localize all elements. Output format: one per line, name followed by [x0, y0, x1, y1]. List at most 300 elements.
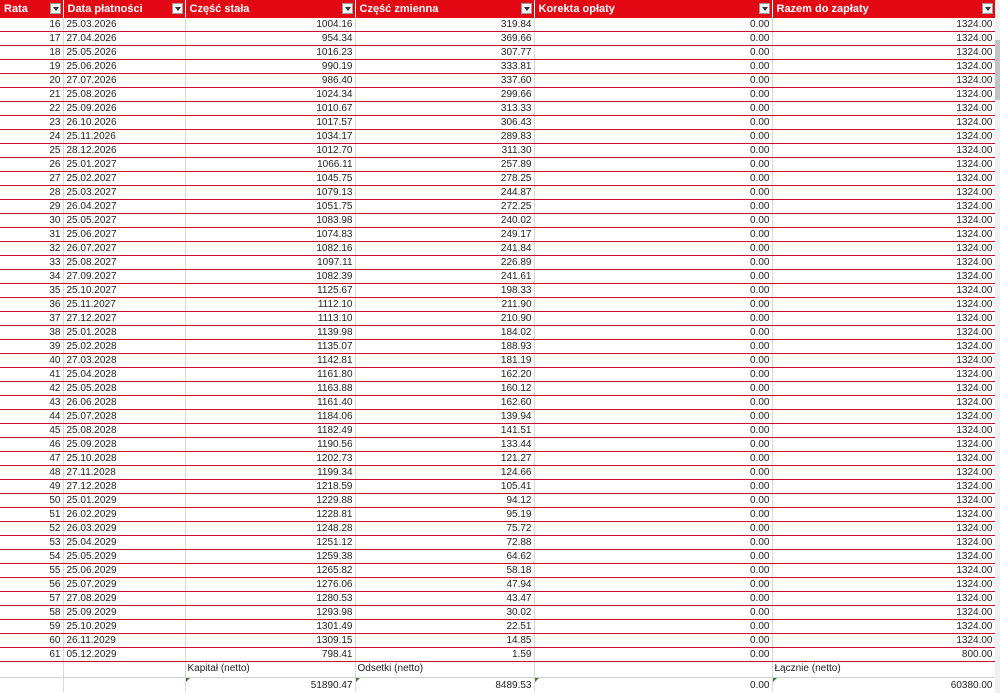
- cell-rata[interactable]: 22: [0, 102, 63, 116]
- cell-date[interactable]: 25.11.2026: [63, 130, 185, 144]
- cell-variable-part[interactable]: 105.41: [355, 480, 534, 494]
- cell-fee-correction[interactable]: 0.00: [534, 312, 772, 326]
- cell-rata[interactable]: 38: [0, 326, 63, 340]
- cell-fixed-part[interactable]: 1184.06: [185, 410, 355, 424]
- cell-total-due[interactable]: 1324.00: [772, 298, 995, 312]
- cell-variable-part[interactable]: 162.20: [355, 368, 534, 382]
- cell-fee-correction[interactable]: 0.00: [534, 522, 772, 536]
- cell-total-due[interactable]: 1324.00: [772, 130, 995, 144]
- cell-rata[interactable]: 61: [0, 648, 63, 662]
- cell-date[interactable]: 25.01.2027: [63, 158, 185, 172]
- cell-date[interactable]: 25.06.2027: [63, 228, 185, 242]
- cell-variable-part[interactable]: 22.51: [355, 620, 534, 634]
- cell-fee-correction[interactable]: 0.00: [534, 396, 772, 410]
- cell-fee-correction[interactable]: 0.00: [534, 452, 772, 466]
- cell-fee-correction[interactable]: 0.00: [534, 648, 772, 662]
- cell-date[interactable]: 26.04.2027: [63, 200, 185, 214]
- cell-variable-part[interactable]: 241.84: [355, 242, 534, 256]
- cell-rata[interactable]: 17: [0, 32, 63, 46]
- cell-rata[interactable]: 53: [0, 536, 63, 550]
- cell-total-due[interactable]: 1324.00: [772, 410, 995, 424]
- cell-rata[interactable]: 18: [0, 46, 63, 60]
- cell-fixed-part[interactable]: 1079.13: [185, 186, 355, 200]
- cell-rata[interactable]: 40: [0, 354, 63, 368]
- grand-total[interactable]: 60380.00: [772, 678, 995, 693]
- cell-rata[interactable]: 19: [0, 60, 63, 74]
- cell-fixed-part[interactable]: 1161.40: [185, 396, 355, 410]
- cell-rata[interactable]: 35: [0, 284, 63, 298]
- filter-dropdown-icon[interactable]: [759, 3, 770, 14]
- cell-fixed-part[interactable]: 954.34: [185, 32, 355, 46]
- cell-total-due[interactable]: 1324.00: [772, 634, 995, 648]
- cell-fixed-part[interactable]: 990.19: [185, 60, 355, 74]
- cell-variable-part[interactable]: 337.60: [355, 74, 534, 88]
- cell-total-due[interactable]: 1324.00: [772, 620, 995, 634]
- cell-rata[interactable]: 24: [0, 130, 63, 144]
- cell-total-due[interactable]: 1324.00: [772, 340, 995, 354]
- cell-fixed-part[interactable]: 1066.11: [185, 158, 355, 172]
- cell-fee-correction[interactable]: 0.00: [534, 130, 772, 144]
- cell-fixed-part[interactable]: 1190.56: [185, 438, 355, 452]
- cell-date[interactable]: 25.06.2026: [63, 60, 185, 74]
- cell-fee-correction[interactable]: 0.00: [534, 200, 772, 214]
- cell-date[interactable]: 26.03.2029: [63, 522, 185, 536]
- cell-variable-part[interactable]: 72.88: [355, 536, 534, 550]
- cell-date[interactable]: 25.03.2027: [63, 186, 185, 200]
- cell-total-due[interactable]: 1324.00: [772, 88, 995, 102]
- cell-variable-part[interactable]: 307.77: [355, 46, 534, 60]
- cell-fee-correction[interactable]: 0.00: [534, 74, 772, 88]
- empty-cell[interactable]: [63, 662, 185, 678]
- cell-total-due[interactable]: 1324.00: [772, 564, 995, 578]
- cell-fee-correction[interactable]: 0.00: [534, 186, 772, 200]
- cell-rata[interactable]: 33: [0, 256, 63, 270]
- cell-fixed-part[interactable]: 1248.28: [185, 522, 355, 536]
- cell-total-due[interactable]: 1324.00: [772, 158, 995, 172]
- vertical-scrollbar[interactable]: [995, 0, 1000, 693]
- cell-fee-correction[interactable]: 0.00: [534, 18, 772, 32]
- cell-fixed-part[interactable]: 1045.75: [185, 172, 355, 186]
- cell-date[interactable]: 25.02.2027: [63, 172, 185, 186]
- filter-dropdown-icon[interactable]: [50, 3, 61, 14]
- cell-fixed-part[interactable]: 1182.49: [185, 424, 355, 438]
- cell-total-due[interactable]: 1324.00: [772, 186, 995, 200]
- cell-fixed-part[interactable]: 1034.17: [185, 130, 355, 144]
- cell-fixed-part[interactable]: 1083.98: [185, 214, 355, 228]
- cell-date[interactable]: 25.03.2026: [63, 18, 185, 32]
- cell-fixed-part[interactable]: 1125.67: [185, 284, 355, 298]
- cell-fixed-part[interactable]: 798.41: [185, 648, 355, 662]
- cell-rata[interactable]: 50: [0, 494, 63, 508]
- cell-fixed-part[interactable]: 1024.34: [185, 88, 355, 102]
- cell-fixed-part[interactable]: 1097.11: [185, 256, 355, 270]
- interest-label[interactable]: Odsetki (netto): [355, 662, 534, 678]
- cell-fixed-part[interactable]: 1229.88: [185, 494, 355, 508]
- cell-total-due[interactable]: 1324.00: [772, 438, 995, 452]
- cell-date[interactable]: 26.07.2027: [63, 242, 185, 256]
- cell-variable-part[interactable]: 14.85: [355, 634, 534, 648]
- cell-variable-part[interactable]: 210.90: [355, 312, 534, 326]
- cell-fixed-part[interactable]: 1251.12: [185, 536, 355, 550]
- cell-fee-correction[interactable]: 0.00: [534, 340, 772, 354]
- cell-rata[interactable]: 34: [0, 270, 63, 284]
- cell-total-due[interactable]: 1324.00: [772, 550, 995, 564]
- cell-variable-part[interactable]: 184.02: [355, 326, 534, 340]
- cell-variable-part[interactable]: 47.94: [355, 578, 534, 592]
- cell-total-due[interactable]: 1324.00: [772, 102, 995, 116]
- cell-variable-part[interactable]: 162.60: [355, 396, 534, 410]
- cell-variable-part[interactable]: 121.27: [355, 452, 534, 466]
- interest-total[interactable]: 8489.53: [355, 678, 534, 693]
- cell-fixed-part[interactable]: 1259.38: [185, 550, 355, 564]
- cell-variable-part[interactable]: 306.43: [355, 116, 534, 130]
- cell-fee-correction[interactable]: 0.00: [534, 60, 772, 74]
- cell-variable-part[interactable]: 75.72: [355, 522, 534, 536]
- cell-fee-correction[interactable]: 0.00: [534, 256, 772, 270]
- cell-rata[interactable]: 27: [0, 172, 63, 186]
- cell-fee-correction[interactable]: 0.00: [534, 536, 772, 550]
- cell-variable-part[interactable]: 1.59: [355, 648, 534, 662]
- cell-rata[interactable]: 41: [0, 368, 63, 382]
- cell-fixed-part[interactable]: 1142.81: [185, 354, 355, 368]
- cell-date[interactable]: 26.06.2028: [63, 396, 185, 410]
- cell-total-due[interactable]: 1324.00: [772, 452, 995, 466]
- empty-cell[interactable]: [0, 678, 63, 693]
- cell-total-due[interactable]: 1324.00: [772, 382, 995, 396]
- cell-fixed-part[interactable]: 1082.39: [185, 270, 355, 284]
- cell-fee-correction[interactable]: 0.00: [534, 144, 772, 158]
- cell-total-due[interactable]: 1324.00: [772, 424, 995, 438]
- cell-date[interactable]: 25.02.2028: [63, 340, 185, 354]
- cell-fixed-part[interactable]: 1163.88: [185, 382, 355, 396]
- cell-date[interactable]: 25.07.2028: [63, 410, 185, 424]
- cell-rata[interactable]: 39: [0, 340, 63, 354]
- cell-date[interactable]: 25.06.2029: [63, 564, 185, 578]
- empty-cell[interactable]: [63, 678, 185, 693]
- cell-rata[interactable]: 59: [0, 620, 63, 634]
- cell-variable-part[interactable]: 94.12: [355, 494, 534, 508]
- cell-fee-correction[interactable]: 0.00: [534, 424, 772, 438]
- cell-total-due[interactable]: 1324.00: [772, 536, 995, 550]
- cell-variable-part[interactable]: 333.81: [355, 60, 534, 74]
- cell-variable-part[interactable]: 244.87: [355, 186, 534, 200]
- cell-rata[interactable]: 47: [0, 452, 63, 466]
- cell-total-due[interactable]: 1324.00: [772, 508, 995, 522]
- cell-total-due[interactable]: 1324.00: [772, 270, 995, 284]
- cell-total-due[interactable]: 1324.00: [772, 522, 995, 536]
- cell-date[interactable]: 25.08.2028: [63, 424, 185, 438]
- cell-fee-correction[interactable]: 0.00: [534, 228, 772, 242]
- cell-fee-correction[interactable]: 0.00: [534, 620, 772, 634]
- cell-variable-part[interactable]: 160.12: [355, 382, 534, 396]
- cell-fixed-part[interactable]: 1017.57: [185, 116, 355, 130]
- cell-rata[interactable]: 56: [0, 578, 63, 592]
- cell-fee-correction[interactable]: 0.00: [534, 466, 772, 480]
- cell-date[interactable]: 25.05.2028: [63, 382, 185, 396]
- cell-variable-part[interactable]: 226.89: [355, 256, 534, 270]
- cell-total-due[interactable]: 1324.00: [772, 242, 995, 256]
- cell-fee-correction[interactable]: 0.00: [534, 564, 772, 578]
- cell-date[interactable]: 27.11.2028: [63, 466, 185, 480]
- cell-fee-correction[interactable]: 0.00: [534, 158, 772, 172]
- cell-rata[interactable]: 30: [0, 214, 63, 228]
- cell-total-due[interactable]: 1324.00: [772, 60, 995, 74]
- cell-fixed-part[interactable]: 1012.70: [185, 144, 355, 158]
- cell-rata[interactable]: 37: [0, 312, 63, 326]
- cell-date[interactable]: 27.08.2029: [63, 592, 185, 606]
- cell-fixed-part[interactable]: 1293.98: [185, 606, 355, 620]
- cell-variable-part[interactable]: 181.19: [355, 354, 534, 368]
- cell-date[interactable]: 27.09.2027: [63, 270, 185, 284]
- cell-rata[interactable]: 23: [0, 116, 63, 130]
- cell-rata[interactable]: 28: [0, 186, 63, 200]
- cell-rata[interactable]: 45: [0, 424, 63, 438]
- cell-fixed-part[interactable]: 1202.73: [185, 452, 355, 466]
- cell-rata[interactable]: 25: [0, 144, 63, 158]
- table-row: [0, 592, 995, 606]
- cell-date[interactable]: 25.10.2028: [63, 452, 185, 466]
- cell-fixed-part[interactable]: 1161.80: [185, 368, 355, 382]
- cell-date[interactable]: 25.09.2028: [63, 438, 185, 452]
- cell-fee-correction[interactable]: 0.00: [534, 382, 772, 396]
- cell-total-due[interactable]: 1324.00: [772, 256, 995, 270]
- cell-total-due[interactable]: 1324.00: [772, 144, 995, 158]
- cell-fixed-part[interactable]: 1139.98: [185, 326, 355, 340]
- cell-total-due[interactable]: 1324.00: [772, 214, 995, 228]
- cell-variable-part[interactable]: 299.66: [355, 88, 534, 102]
- cell-rata[interactable]: 21: [0, 88, 63, 102]
- cell-variable-part[interactable]: 278.25: [355, 172, 534, 186]
- cell-rata[interactable]: 60: [0, 634, 63, 648]
- cell-variable-part[interactable]: 211.90: [355, 298, 534, 312]
- cell-fixed-part[interactable]: 1051.75: [185, 200, 355, 214]
- cell-date[interactable]: 27.12.2028: [63, 480, 185, 494]
- cell-fee-correction[interactable]: 0.00: [534, 438, 772, 452]
- cell-variable-part[interactable]: 139.94: [355, 410, 534, 424]
- cell-date[interactable]: 27.12.2027: [63, 312, 185, 326]
- cell-fee-correction[interactable]: 0.00: [534, 326, 772, 340]
- cell-rata[interactable]: 49: [0, 480, 63, 494]
- cell-fixed-part[interactable]: 1074.83: [185, 228, 355, 242]
- cell-variable-part[interactable]: 240.02: [355, 214, 534, 228]
- cell-rata[interactable]: 44: [0, 410, 63, 424]
- cell-variable-part[interactable]: 64.62: [355, 550, 534, 564]
- cell-fee-correction[interactable]: 0.00: [534, 606, 772, 620]
- cell-fee-correction[interactable]: 0.00: [534, 410, 772, 424]
- cell-total-due[interactable]: 1324.00: [772, 312, 995, 326]
- cell-total-due[interactable]: 1324.00: [772, 606, 995, 620]
- cell-total-due[interactable]: 1324.00: [772, 494, 995, 508]
- cell-fee-correction[interactable]: 0.00: [534, 634, 772, 648]
- cell-date[interactable]: 25.10.2027: [63, 284, 185, 298]
- cell-date[interactable]: 27.07.2026: [63, 74, 185, 88]
- cell-date[interactable]: 25.04.2029: [63, 536, 185, 550]
- cell-date[interactable]: 25.05.2026: [63, 46, 185, 60]
- cell-rata[interactable]: 20: [0, 74, 63, 88]
- cell-fixed-part[interactable]: 1010.67: [185, 102, 355, 116]
- filter-dropdown-icon[interactable]: [342, 3, 353, 14]
- cell-total-due[interactable]: 1324.00: [772, 74, 995, 88]
- cell-rata[interactable]: 58: [0, 606, 63, 620]
- cell-fee-correction[interactable]: 0.00: [534, 480, 772, 494]
- cell-date[interactable]: 25.09.2026: [63, 102, 185, 116]
- cell-variable-part[interactable]: 188.93: [355, 340, 534, 354]
- cell-variable-part[interactable]: 30.02: [355, 606, 534, 620]
- cell-variable-part[interactable]: 313.33: [355, 102, 534, 116]
- correction-total[interactable]: 0.00: [534, 678, 772, 693]
- cell-rata[interactable]: 31: [0, 228, 63, 242]
- cell-total-due[interactable]: 1324.00: [772, 200, 995, 214]
- cell-rata[interactable]: 57: [0, 592, 63, 606]
- cell-date[interactable]: 25.01.2029: [63, 494, 185, 508]
- cell-rata[interactable]: 29: [0, 200, 63, 214]
- cell-fee-correction[interactable]: 0.00: [534, 508, 772, 522]
- cell-date[interactable]: 25.09.2029: [63, 606, 185, 620]
- cell-fee-correction[interactable]: 0.00: [534, 116, 772, 130]
- cell-fee-correction[interactable]: 0.00: [534, 284, 772, 298]
- cell-variable-part[interactable]: 124.66: [355, 466, 534, 480]
- cell-fixed-part[interactable]: 1218.59: [185, 480, 355, 494]
- cell-variable-part[interactable]: 249.17: [355, 228, 534, 242]
- cell-fixed-part[interactable]: 1199.34: [185, 466, 355, 480]
- empty-cell[interactable]: [0, 662, 63, 678]
- cell-fee-correction[interactable]: 0.00: [534, 368, 772, 382]
- cell-date[interactable]: 28.12.2026: [63, 144, 185, 158]
- cell-rata[interactable]: 26: [0, 158, 63, 172]
- cell-total-due[interactable]: 1324.00: [772, 18, 995, 32]
- cell-variable-part[interactable]: 311.30: [355, 144, 534, 158]
- cell-rata[interactable]: 42: [0, 382, 63, 396]
- cell-variable-part[interactable]: 141.51: [355, 424, 534, 438]
- cell-variable-part[interactable]: 241.61: [355, 270, 534, 284]
- header-rata: Rata: [0, 0, 63, 18]
- cell-date[interactable]: 25.04.2028: [63, 368, 185, 382]
- cell-variable-part[interactable]: 58.18: [355, 564, 534, 578]
- cell-rata[interactable]: 46: [0, 438, 63, 452]
- cell-rata[interactable]: 54: [0, 550, 63, 564]
- cell-fixed-part[interactable]: 1016.23: [185, 46, 355, 60]
- cell-fixed-part[interactable]: 1113.10: [185, 312, 355, 326]
- cell-fixed-part[interactable]: 1112.10: [185, 298, 355, 312]
- cell-variable-part[interactable]: 95.19: [355, 508, 534, 522]
- cell-fee-correction[interactable]: 0.00: [534, 214, 772, 228]
- cell-fee-correction[interactable]: 0.00: [534, 494, 772, 508]
- filter-dropdown-icon[interactable]: [172, 3, 183, 14]
- cell-variable-part[interactable]: 257.89: [355, 158, 534, 172]
- cell-fee-correction[interactable]: 0.00: [534, 354, 772, 368]
- cell-rata[interactable]: 16: [0, 18, 63, 32]
- cell-date[interactable]: 26.02.2029: [63, 508, 185, 522]
- cell-total-due[interactable]: 1324.00: [772, 228, 995, 242]
- cell-fixed-part[interactable]: 1276.06: [185, 578, 355, 592]
- cell-date[interactable]: 27.04.2026: [63, 32, 185, 46]
- cell-date[interactable]: 25.11.2027: [63, 298, 185, 312]
- cell-fee-correction[interactable]: 0.00: [534, 102, 772, 116]
- filter-dropdown-icon[interactable]: [521, 3, 532, 14]
- table-row: [0, 18, 995, 32]
- cell-rata[interactable]: 55: [0, 564, 63, 578]
- cell-date[interactable]: 25.08.2027: [63, 256, 185, 270]
- cell-date[interactable]: 26.11.2029: [63, 634, 185, 648]
- table-row: [0, 74, 995, 88]
- cell-fee-correction[interactable]: 0.00: [534, 578, 772, 592]
- cell-fee-correction[interactable]: 0.00: [534, 270, 772, 284]
- cell-date[interactable]: 25.10.2029: [63, 620, 185, 634]
- cell-date[interactable]: 25.05.2027: [63, 214, 185, 228]
- cell-fee-correction[interactable]: 0.00: [534, 46, 772, 60]
- cell-variable-part[interactable]: 289.83: [355, 130, 534, 144]
- cell-rata[interactable]: 51: [0, 508, 63, 522]
- cell-fixed-part[interactable]: 1301.49: [185, 620, 355, 634]
- cell-fee-correction[interactable]: 0.00: [534, 592, 772, 606]
- cell-fixed-part[interactable]: 1082.16: [185, 242, 355, 256]
- cell-total-due[interactable]: 1324.00: [772, 396, 995, 410]
- cell-total-due[interactable]: 1324.00: [772, 466, 995, 480]
- cell-total-due[interactable]: 800.00: [772, 648, 995, 662]
- cell-fee-correction[interactable]: 0.00: [534, 550, 772, 564]
- empty-cell[interactable]: [534, 662, 772, 678]
- cell-total-due[interactable]: 1324.00: [772, 592, 995, 606]
- cell-fixed-part[interactable]: 1135.07: [185, 340, 355, 354]
- cell-rata[interactable]: 43: [0, 396, 63, 410]
- cell-date[interactable]: 25.05.2029: [63, 550, 185, 564]
- cell-fixed-part[interactable]: 1309.15: [185, 634, 355, 648]
- cell-total-due[interactable]: 1324.00: [772, 578, 995, 592]
- capital-total[interactable]: 51890.47: [185, 678, 355, 693]
- cell-total-due[interactable]: 1324.00: [772, 172, 995, 186]
- cell-total-due[interactable]: 1324.00: [772, 368, 995, 382]
- cell-total-due[interactable]: 1324.00: [772, 284, 995, 298]
- cell-variable-part[interactable]: 133.44: [355, 438, 534, 452]
- cell-variable-part[interactable]: 319.84: [355, 18, 534, 32]
- cell-date[interactable]: 25.08.2026: [63, 88, 185, 102]
- cell-fee-correction[interactable]: 0.00: [534, 172, 772, 186]
- cell-fixed-part[interactable]: 1004.16: [185, 18, 355, 32]
- cell-total-due[interactable]: 1324.00: [772, 480, 995, 494]
- cell-variable-part[interactable]: 43.47: [355, 592, 534, 606]
- cell-total-due[interactable]: 1324.00: [772, 354, 995, 368]
- filter-dropdown-icon[interactable]: [982, 3, 993, 14]
- cell-total-due[interactable]: 1324.00: [772, 116, 995, 130]
- cell-fee-correction[interactable]: 0.00: [534, 298, 772, 312]
- total-label[interactable]: Łącznie (netto): [772, 662, 995, 678]
- cell-variable-part[interactable]: 369.66: [355, 32, 534, 46]
- cell-fee-correction[interactable]: 0.00: [534, 32, 772, 46]
- capital-label[interactable]: Kapitał (netto): [185, 662, 355, 678]
- cell-total-due[interactable]: 1324.00: [772, 46, 995, 60]
- cell-date[interactable]: 05.12.2029: [63, 648, 185, 662]
- cell-date[interactable]: 26.10.2026: [63, 116, 185, 130]
- cell-rata[interactable]: 32: [0, 242, 63, 256]
- cell-fixed-part[interactable]: 1265.82: [185, 564, 355, 578]
- cell-fixed-part[interactable]: 1228.81: [185, 508, 355, 522]
- cell-date[interactable]: 25.01.2028: [63, 326, 185, 340]
- cell-fee-correction[interactable]: 0.00: [534, 242, 772, 256]
- cell-total-due[interactable]: 1324.00: [772, 32, 995, 46]
- cell-fixed-part[interactable]: 986.40: [185, 74, 355, 88]
- cell-fixed-part[interactable]: 1280.53: [185, 592, 355, 606]
- cell-date[interactable]: 27.03.2028: [63, 354, 185, 368]
- cell-rata[interactable]: 36: [0, 298, 63, 312]
- cell-rata[interactable]: 52: [0, 522, 63, 536]
- scrollbar-thumb[interactable]: [995, 40, 1000, 100]
- cell-rata[interactable]: 48: [0, 466, 63, 480]
- cell-variable-part[interactable]: 272.25: [355, 200, 534, 214]
- cell-date[interactable]: 25.07.2029: [63, 578, 185, 592]
- cell-variable-part[interactable]: 198.33: [355, 284, 534, 298]
- cell-fee-correction[interactable]: 0.00: [534, 88, 772, 102]
- cell-total-due[interactable]: 1324.00: [772, 326, 995, 340]
